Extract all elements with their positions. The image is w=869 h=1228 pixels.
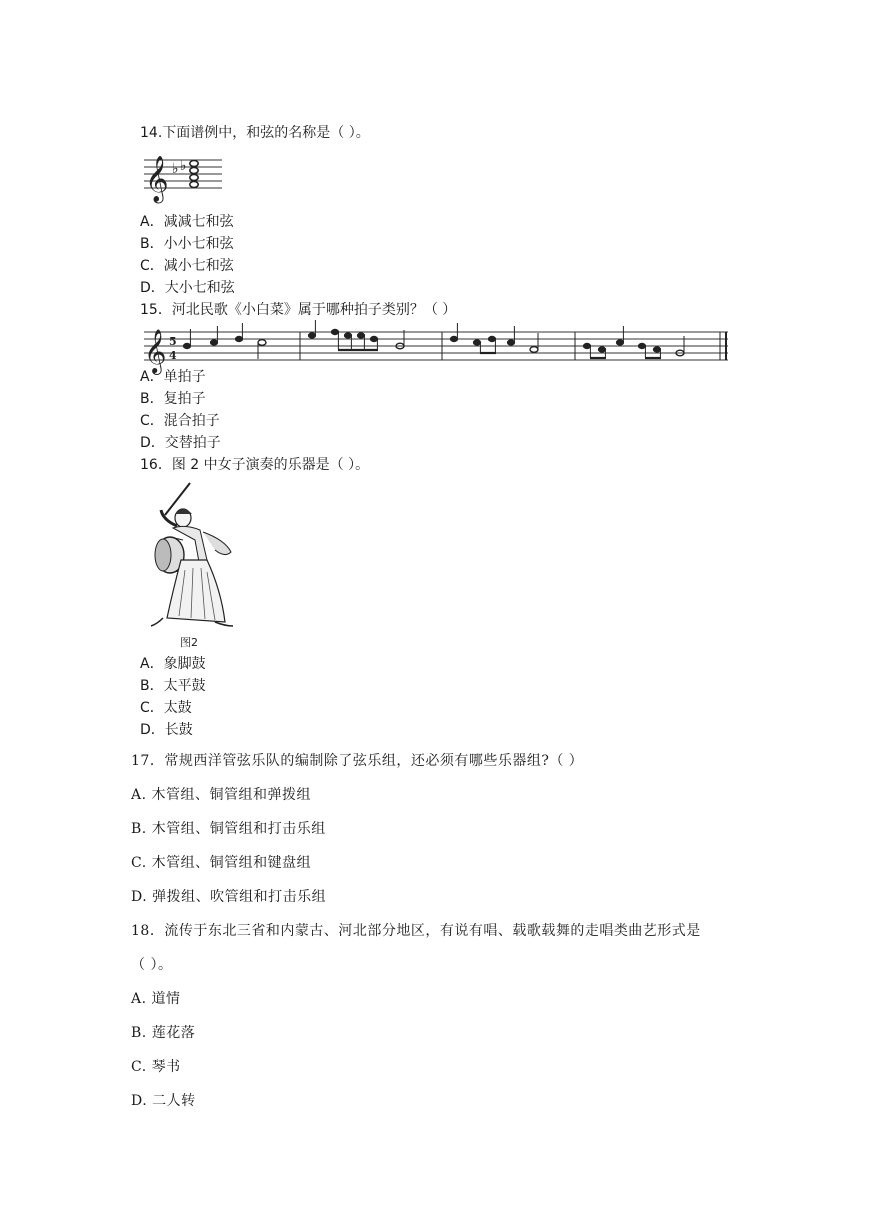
- q16-option-d[interactable]: D．长鼓: [140, 722, 193, 738]
- q16-option-b[interactable]: B．太平鼓: [140, 678, 206, 694]
- q15-option-a[interactable]: A．单拍子: [140, 369, 206, 385]
- figure-2-caption: 图2: [180, 636, 198, 649]
- svg-text:𝄞: 𝄞: [145, 156, 169, 202]
- q15-option-b[interactable]: B．复拍子: [140, 391, 206, 407]
- q17-option-c[interactable]: C. 木管组、铜管组和键盘组: [131, 855, 312, 871]
- q14-option-a[interactable]: A．减减七和弦: [140, 214, 234, 230]
- q14-option-d[interactable]: D．大小七和弦: [140, 280, 235, 296]
- q17-stem: 17．常规西洋管弦乐队的编制除了弦乐组，还必须有哪些乐器组?（ ）: [131, 753, 584, 769]
- q17-option-a[interactable]: A. 木管组、铜管组和弹拨组: [131, 787, 312, 803]
- svg-text:4: 4: [169, 349, 177, 362]
- q16-stem: 16．图 2 中女子演奏的乐器是（ ）。: [140, 457, 370, 473]
- drummer-woman-illustration: [145, 480, 255, 630]
- q15-stem: 15．河北民歌《小白菜》属于哪种拍子类别？（ ）: [140, 302, 457, 318]
- q16-option-a[interactable]: A．象脚鼓: [140, 656, 206, 672]
- svg-text:♭: ♭: [172, 161, 179, 177]
- q15-melody-score: [142, 322, 742, 372]
- svg-text:5: 5: [169, 335, 177, 348]
- q18-option-c[interactable]: C. 琴书: [131, 1059, 181, 1075]
- svg-text:♭: ♭: [180, 158, 187, 174]
- q16-option-c[interactable]: C．太鼓: [140, 700, 192, 716]
- q17-option-d[interactable]: D. 弹拨组、吹管组和打击乐组: [131, 889, 327, 905]
- q18-stem-line1: 18．流传于东北三省和内蒙古、河北部分地区，有说有唱、载歌载舞的走唱类曲艺形式是: [131, 923, 701, 939]
- q14-chord-score: [142, 148, 232, 208]
- q14-stem: 14.下面谱例中，和弦的名称是（ ）。: [140, 125, 370, 141]
- q18-option-a[interactable]: A. 道情: [131, 991, 181, 1007]
- q14-option-c[interactable]: C．减小七和弦: [140, 258, 234, 274]
- q15-option-c[interactable]: C．混合拍子: [140, 413, 220, 429]
- q15-option-d[interactable]: D．交替拍子: [140, 435, 221, 451]
- q18-option-b[interactable]: B. 莲花落: [131, 1025, 196, 1041]
- q17-option-b[interactable]: B. 木管组、铜管组和打击乐组: [131, 821, 326, 837]
- q18-stem-line2: （ ）。: [131, 957, 173, 973]
- q14-option-b[interactable]: B．小小七和弦: [140, 236, 234, 252]
- svg-text:𝄞: 𝄞: [144, 329, 167, 373]
- q18-option-d[interactable]: D. 二人转: [131, 1093, 196, 1109]
